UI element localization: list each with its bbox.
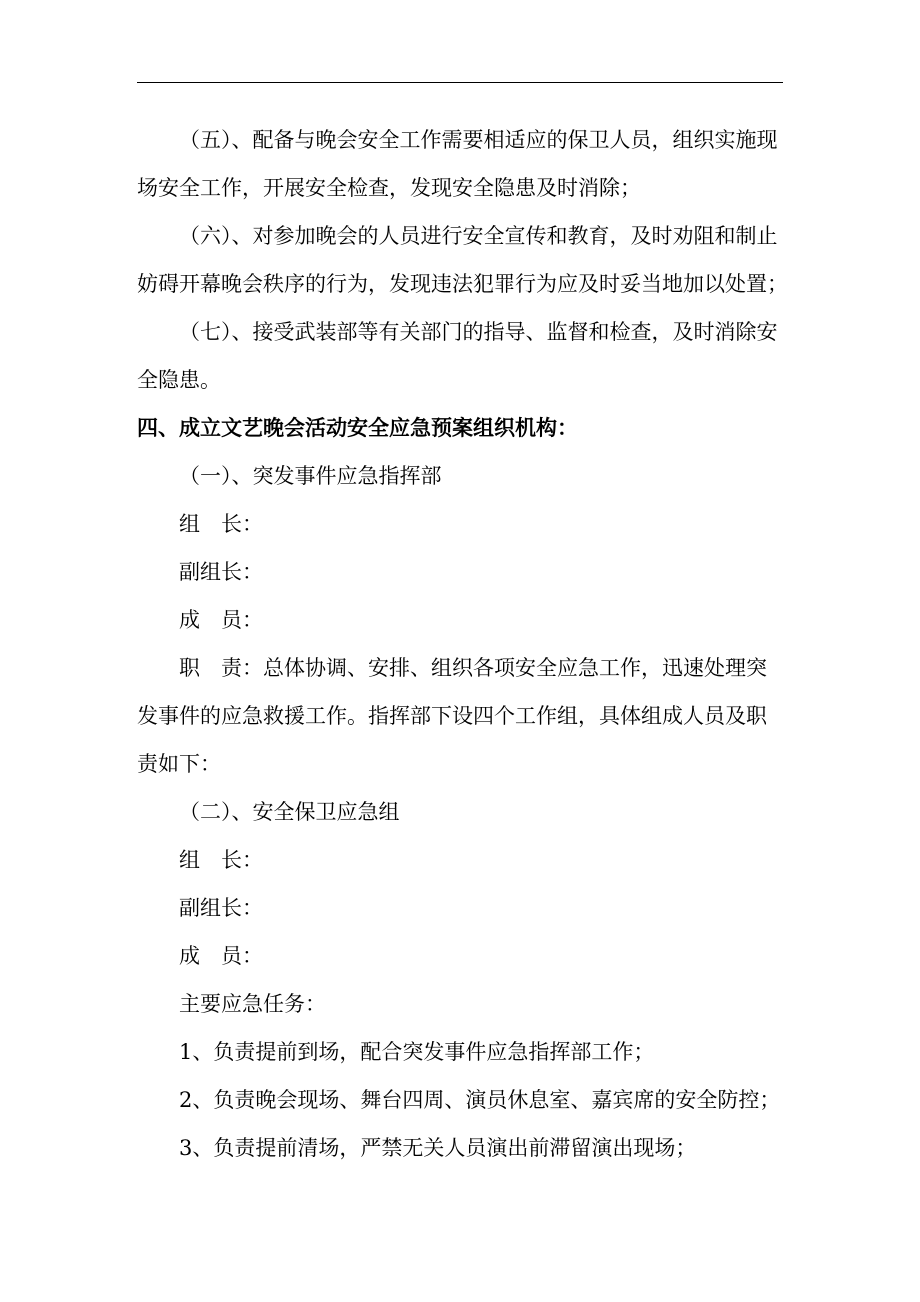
header-rule [137,82,783,83]
role-line: 副组长： [179,560,263,584]
paragraph-line: 责如下： [137,752,221,776]
paragraph-line: 职 责：总体协调、安排、组织各项安全应急工作，迅速处理突 [179,656,767,680]
paragraph-line: （五）、配备与晚会安全工作需要相适应的保卫人员，组织实施现 [179,128,778,152]
list-item: 2、负责晚会现场、舞台四周、演员休息室、嘉宾席的安全防控； [179,1088,781,1112]
role-line: 成 员： [179,944,263,968]
role-line: 组 长： [179,512,263,536]
role-line: 副组长： [179,896,263,920]
paragraph-line: 发事件的应急救援工作。指挥部下设四个工作组，具体组成人员及职 [137,704,767,728]
subsection-heading: （二）、安全保卫应急组 [179,800,400,824]
paragraph-line: 场安全工作，开展安全检查，发现安全隐患及时消除； [137,176,641,200]
task-heading: 主要应急任务： [179,992,326,1016]
paragraph-line: （七）、接受武装部等有关部门的指导、监督和检查，及时消除安 [179,320,778,344]
role-line: 成 员： [179,608,263,632]
paragraph-line: 全隐患。 [137,368,221,392]
role-line: 组 长： [179,848,263,872]
paragraph-line: 妨碍开幕晚会秩序的行为，发现违法犯罪行为应及时妥当地加以处置； [137,272,788,296]
list-item: 1、负责提前到场，配合突发事件应急指挥部工作； [179,1040,655,1064]
subsection-heading: （一）、突发事件应急指挥部 [179,464,442,488]
section-heading: 四、成立文艺晚会活动安全应急预案组织机构： [137,415,578,440]
paragraph-line: （六）、对参加晚会的人员进行安全宣传和教育，及时劝阻和制止 [179,224,778,248]
list-item: 3、负责提前清场，严禁无关人员演出前滞留演出现场； [179,1136,697,1160]
